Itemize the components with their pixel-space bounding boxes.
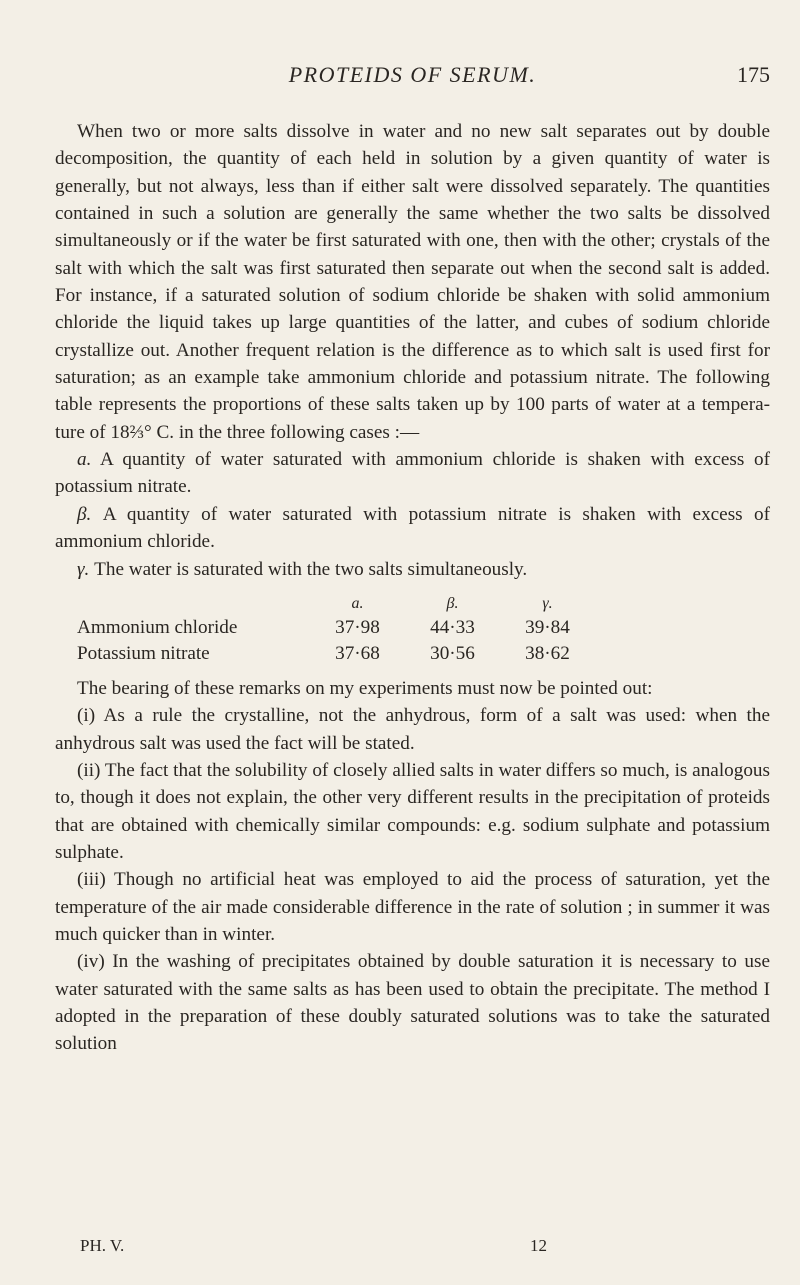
table-cell: 44·33 <box>430 616 475 638</box>
book-page <box>55 0 770 1285</box>
remark-iii: (iii) Though no artificial heat was employed to aid the process of saturation, yet the temperature of the air made considerable difference in the rate of solution ; in summer it was much quicker than in winter. <box>55 869 770 945</box>
signature-number: 12 <box>530 1236 547 1255</box>
body-text <box>55 118 770 1058</box>
remark-ii: (ii) The fact that the solubility of closely allied salts in water differs so much, is analogous to, though it does not explain, the other very different results in the precipitation of proteids that are obtained with chemically similar compounds: e.g. sodium sulphate and potassium sulphate. <box>55 759 770 863</box>
table-cell: 38·62 <box>525 642 570 664</box>
case-c-text: The water is saturated with the two salts simultaneously. <box>94 558 528 580</box>
table-cell: 30·56 <box>430 642 475 664</box>
table-header-cell: β. <box>446 594 459 612</box>
case-b-paragraph <box>55 501 770 556</box>
table-cell: 37·68 <box>335 642 380 664</box>
table-row <box>55 641 770 667</box>
case-a-marker: a. <box>77 449 92 471</box>
case-c-marker: γ. <box>77 558 90 580</box>
table-row <box>55 615 770 641</box>
running-head <box>55 62 770 96</box>
running-title: PROTEIDS OF SERUM. <box>288 62 537 87</box>
paragraph-intro: When two or more salts dissolve in water and no new salt separates out by double decomposition, the quantity of each held in solution by a given quantity of water is generally, but not always, less than if either salt were dissolved separately. The quantities contained in such a solution are generally the same whether the two salts be dissolved simultaneously or if the water be first saturated with one, then with the other; crystals of the salt with which the salt was first saturated then separate out when the second salt is added. For instance, if a saturated solution of sodium chloride be shaken with solid ammonium chloride the liquid takes up large quantities of the latter, and cubes of sodium chloride crystallize out. Another frequent relation is the difference as to which salt is used first for saturation; as an example take ammonium chloride and potassium nitrate. The following table represents the proportions of these salts taken up by 100 parts of water at a tempera-ture of 18⅔° C. in the three following cases :— <box>55 121 770 443</box>
solubility-table <box>55 593 770 667</box>
remark-i: (i) As a rule the crystalline, not the anhydrous, form of a salt was used: when the anhydrous salt was used the fact will be stated. <box>55 705 770 754</box>
table-header-row <box>55 593 770 615</box>
case-b-marker: β. <box>77 503 92 525</box>
paragraph-bearing: The bearing of these remarks on my experiments must now be pointed out: <box>77 677 653 699</box>
table-header-blank <box>55 593 310 615</box>
table-cell: 39·84 <box>525 616 570 638</box>
remark-iv: (iv) In the washing of precipitates obtained by double saturation it is necessary to use water saturated with the same salts as has been used to obtain the precipitate. The method I adopted in the preparation of these doubly saturated solutions was to take the saturated solution <box>55 951 770 1055</box>
case-a-paragraph <box>55 446 770 501</box>
table-row-label: Potassium nitrate <box>77 642 210 664</box>
table-header-cell: γ. <box>542 594 553 612</box>
page-number: 175 <box>737 62 770 87</box>
table-cell: 37·98 <box>335 616 380 638</box>
case-c-paragraph <box>55 556 770 583</box>
table-header-cell: a. <box>351 594 364 612</box>
case-b-text: A quantity of water saturated with potassium nitrate is shaken with excess of ammonium chloride. <box>55 503 770 553</box>
table-row-label: Ammonium chloride <box>77 616 238 638</box>
signature-mark: PH. V. <box>80 1236 125 1255</box>
case-a-text: A quantity of water saturated with ammonium chloride is shaken with excess of potassium nitrate. <box>55 449 770 498</box>
